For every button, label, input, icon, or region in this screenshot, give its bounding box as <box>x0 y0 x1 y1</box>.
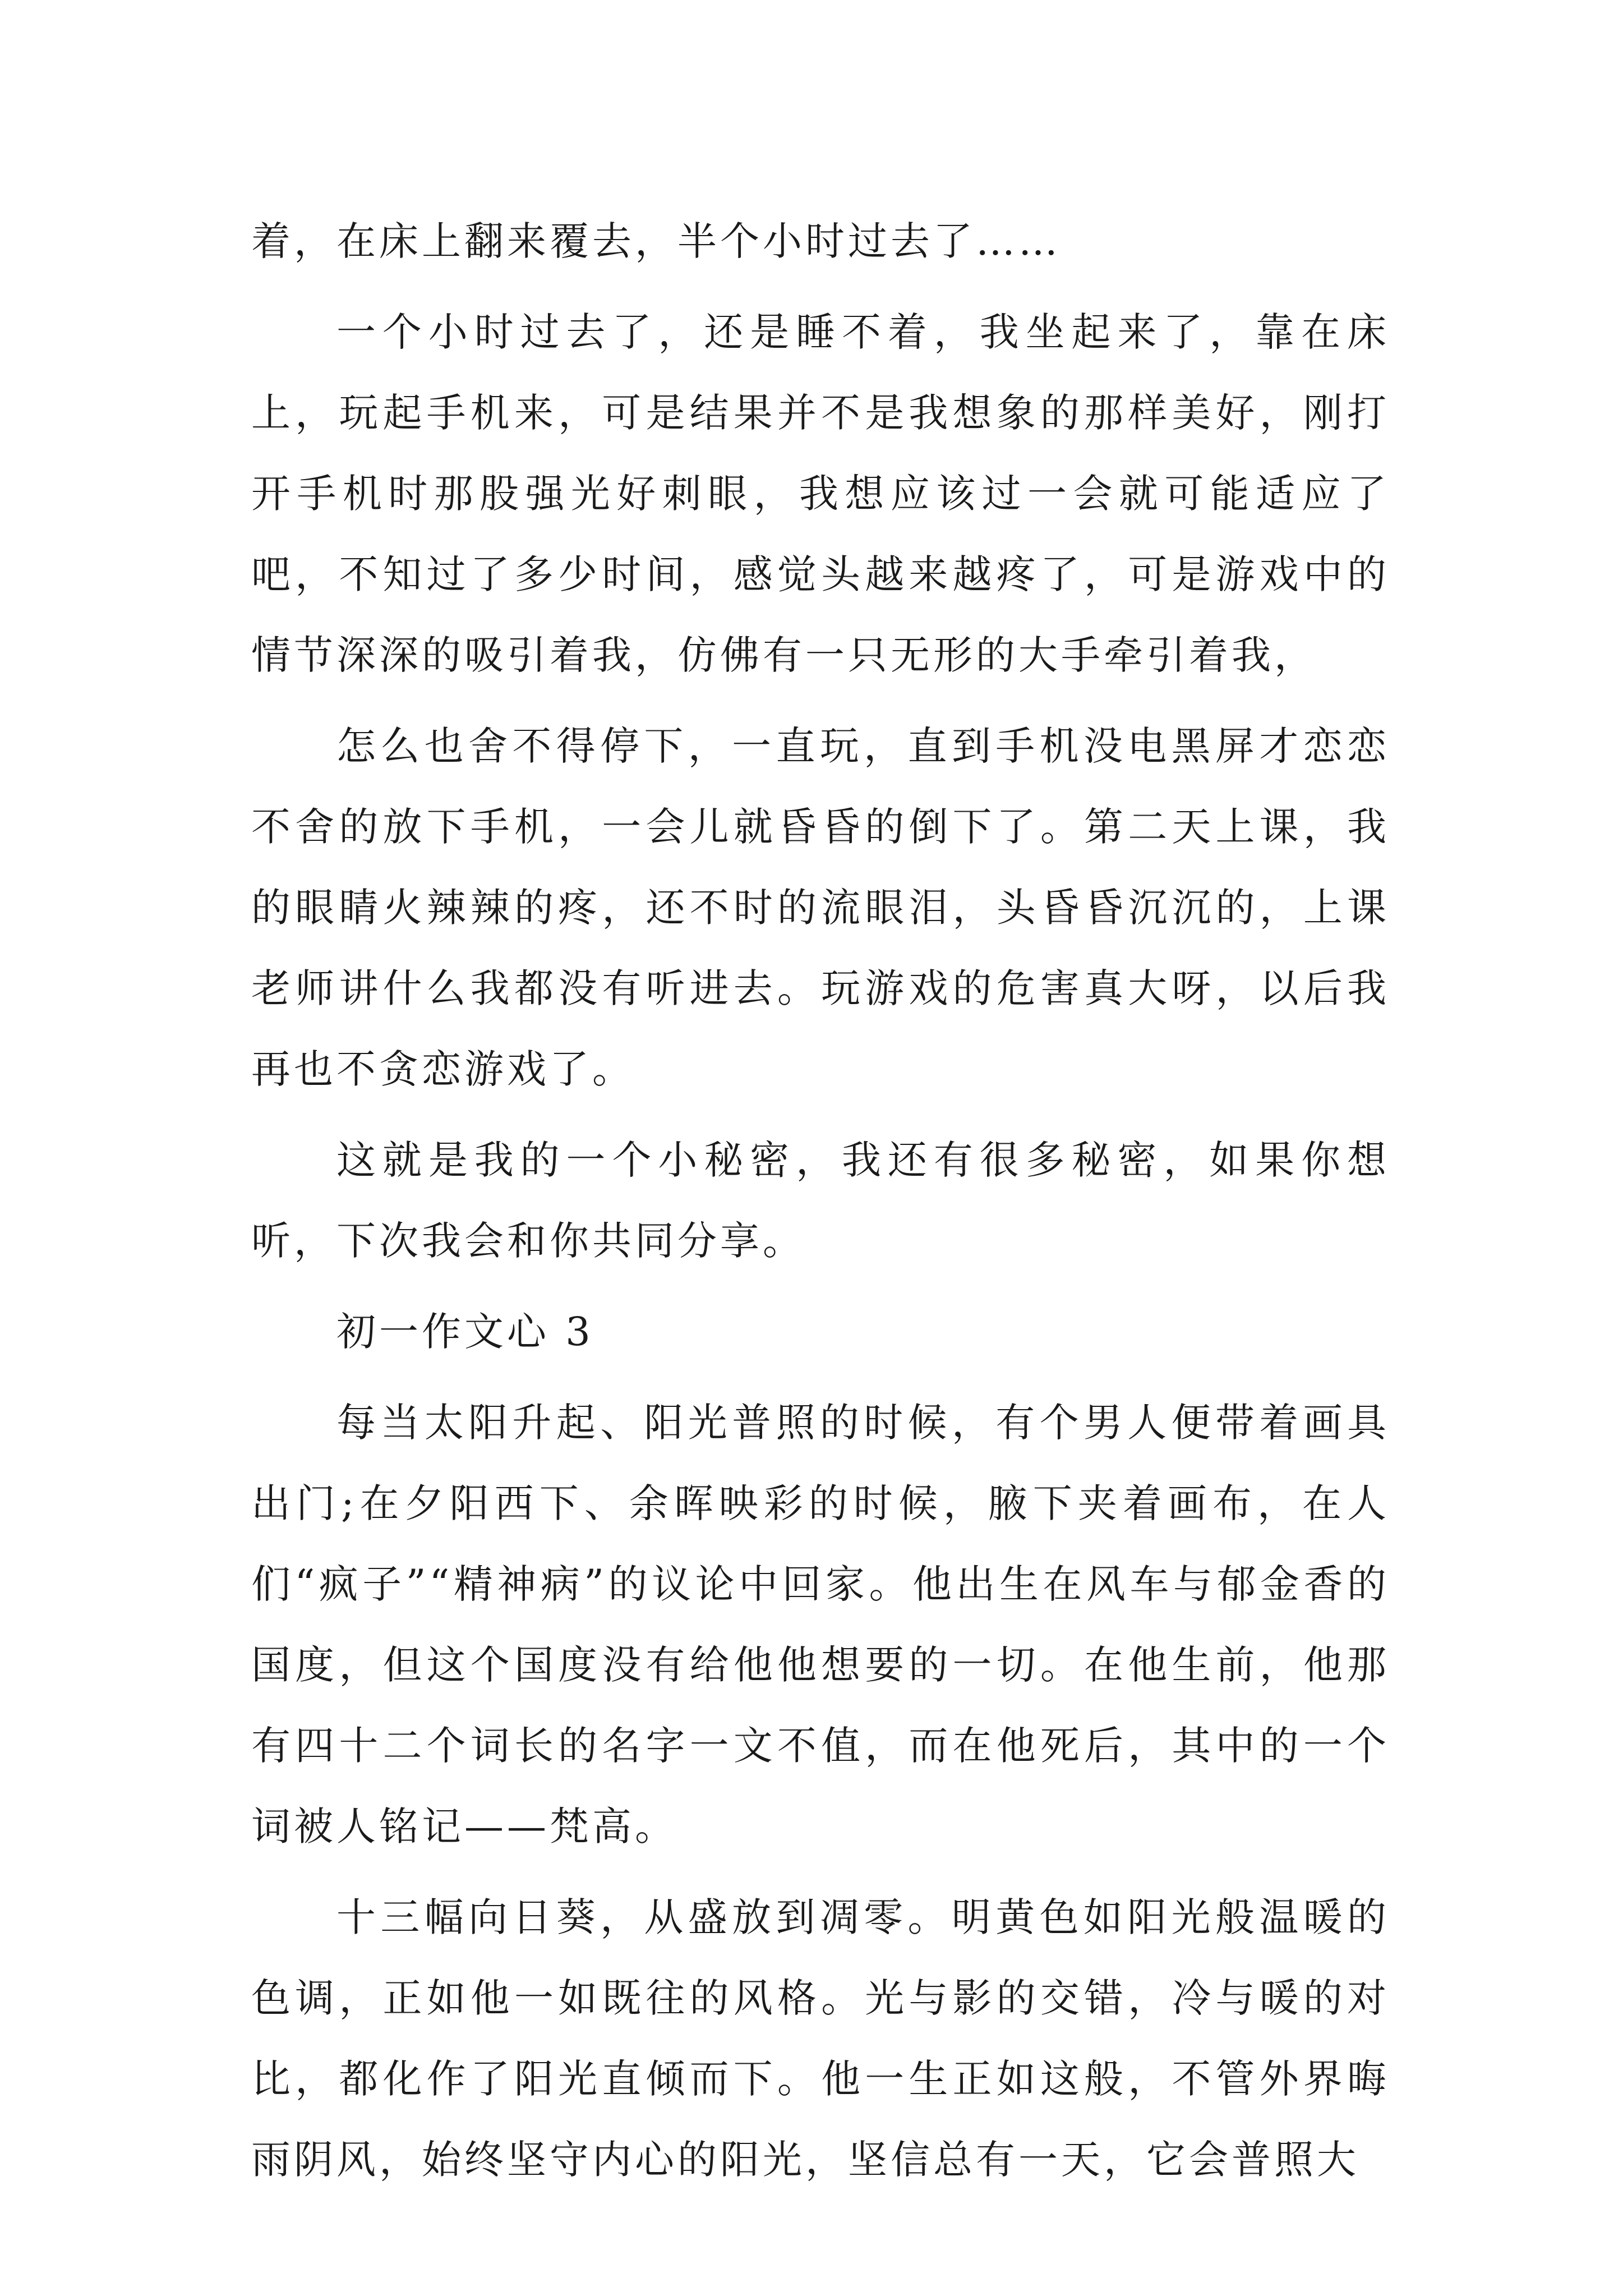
paragraph: 一个小时过去了，还是睡不着，我坐起来了，靠在床上，玩起手机来，可是结果并不是我想象的那样美好，刚打开手机时那股强光好刺眼，我想应该过一会就可能适应了吧，不知过了多少时间，感觉头越来越疼了，可是游戏中的情节深深的吸引着我，仿佛有一只无形的大手牵引着我， <box>251 309 1390 678</box>
section-heading: 初一作文心 3 <box>336 1309 594 1355</box>
paragraph-continuation: 着，在床上翻来覆去，半个小时过去了…… <box>251 218 1061 264</box>
body-text <box>251 201 1390 2200</box>
paragraph: 十三幅向日葵，从盛放到凋零。明黄色如阳光般温暖的色调，正如他一如既往的风格。光与影的交错，冷与暖的对比，都化作了阳光直倾而下。他一生正如这般，不管外界晦雨阴风，始终坚守内心的阳光，坚信总有一天，它会普照大 <box>251 1894 1390 2183</box>
paragraph: 怎么也舍不得停下，一直玩，直到手机没电黑屏才恋恋不舍的放下手机，一会儿就昏昏的倒下了。第二天上课，我的眼睛火辣辣的疼，还不时的流眼泪，头昏昏沉沉的，上课老师讲什么我都没有听进去。玩游戏的危害真大呀，以后我再也不贪恋游戏了。 <box>251 723 1390 1092</box>
paragraph: 这就是我的一个小秘密，我还有很多秘密，如果你想听，下次我会和你共同分享。 <box>251 1137 1390 1264</box>
paragraph: 每当太阳升起、阳光普照的时候，有个男人便带着画具出门;在夕阳西下、余晖映彩的时候，腋下夹着画布，在人们“疯子”“精神病”的议论中回家。他出生在风车与郁金香的国度，但这个国度没有给他他想要的一切。在他生前，他那有四十二个词长的名字一文不值，而在他死后，其中的一个词被人铭记——梵高。 <box>251 1400 1390 1849</box>
